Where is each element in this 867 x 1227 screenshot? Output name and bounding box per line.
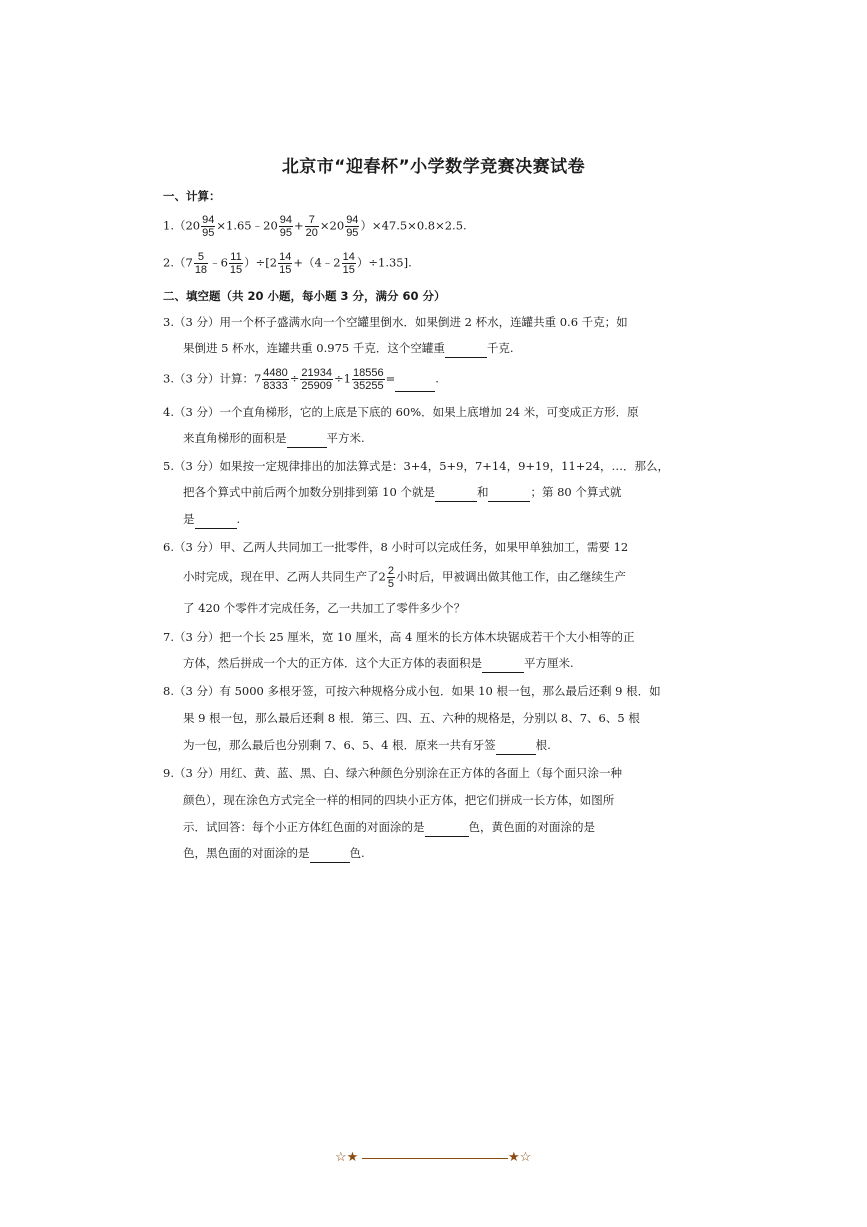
fraction: $\frac{4480}{8333}$ <box>263 367 288 392</box>
answer-blank[interactable] <box>496 741 536 755</box>
fraction: $\frac{94}{95}$ <box>202 214 215 239</box>
question-3a-line-2: 果倒进 5 杯水，连罐共重 0.975 千克．这个空罐重 千克. <box>183 338 653 358</box>
section-heading-fill-in: 二、填空题（共 20 小题，每小题 3 分，满分 60 分） <box>163 289 446 303</box>
question-9-line-1: 9.（3 分）用红、黄、蓝、黑、白、绿六种颜色分别涂在正方体的各面上（每个面只涂一种 <box>163 766 622 780</box>
fraction: $\frac{7}{20}$ <box>305 214 318 239</box>
answer-blank[interactable] <box>425 823 469 837</box>
answer-blank[interactable] <box>482 659 524 673</box>
question-1: 1.（20 $\frac{94}{95}$ ×1.65﹣20 $\frac{94}{95}$ + $\frac{7}{20}$ ×20 $\frac{94}{95}$ ）×47.5×0.8×2.5. <box>163 214 467 239</box>
question-5-line-3: 是 . <box>183 509 653 529</box>
question-4-line-1: 4.（3 分）一个直角梯形，它的上底是下底的 60%．如果上底增加 24 米，可变成正方形．原 <box>163 405 639 419</box>
question-5-line-1: 5.（3 分）如果按一定规律排出的加法算式是：3+4，5+9，7+14，9+19，11+24，…．那么， <box>163 459 670 473</box>
answer-blank[interactable] <box>435 488 477 502</box>
fraction: $\frac{11}{15}$ <box>229 251 243 276</box>
question-2: 2.（7 $\frac{5}{18}$ ﹣6 $\frac{11}{15}$ ）÷[2 $\frac{14}{15}$ +（4﹣2 $\frac{14}{15}$ ）÷1.35]. <box>163 251 412 276</box>
answer-blank[interactable] <box>445 344 487 358</box>
fraction: $\frac{14}{15}$ <box>342 251 355 276</box>
fraction: $\frac{94}{95}$ <box>346 214 359 239</box>
answer-blank[interactable] <box>310 849 350 863</box>
page-title: 北京市“迎春杯”小学数学竞赛决赛试卷 <box>281 157 586 177</box>
fraction: $\frac{94}{95}$ <box>279 214 293 239</box>
answer-blank[interactable] <box>287 434 327 448</box>
question-7-line-1: 7.（3 分）把一个长 25 厘米，宽 10 厘米，高 4 厘米的长方体木块锯成若干个大小相等的正 <box>163 630 635 644</box>
fraction: $\frac{2}{5}$ <box>387 565 394 590</box>
section-heading-calculation: 一、计算： <box>163 189 221 203</box>
question-6-line-3: 了 420 个零件才完成任务，乙一共加工了零件多少个？ <box>183 601 466 615</box>
fraction: $\frac{5}{18}$ <box>194 251 208 276</box>
question-8-line-2: 果 9 根一包，那么最后还剩 8 根．第三、四、五、六种的规格是，分别以 8、7、6、5 根 <box>183 711 640 725</box>
question-3b: 3.（3 分）计算：7 $\frac{4480}{8333}$ ÷ $\frac{21934}{25909}$ ÷1 $\frac{18556}{35255}$ = . <box>163 367 439 392</box>
footer-rule <box>362 1158 508 1159</box>
star-icon: ★☆ <box>508 1150 532 1165</box>
question-8-line-1: 8.（3 分）有 5000 多根牙签，可按六种规格分成小包．如果 10 根一包，那么最后还剩 9 根．如 <box>163 684 661 698</box>
question-5-line-2: 把各个算式中前后两个加数分别排到第 10 个就是 和 ；第 80 个算式就 <box>183 482 653 502</box>
question-8-line-3: 为一包，那么最后也分别剩 7、6、5、4 根．原来一共有牙签 根. <box>183 735 653 755</box>
question-6-line-2: 小时完成，现在甲、乙两人共同生产了2 $\frac{2}{5}$ 小时后，甲被调出做其他工作，由乙继续生产 <box>183 565 626 590</box>
answer-blank[interactable] <box>195 515 237 529</box>
fraction: $\frac{14}{15}$ <box>279 251 292 276</box>
question-6-line-1: 6.（3 分）甲、乙两人共同加工一批零件，8 小时可以完成任务，如果甲单独加工，需要 12 <box>163 540 629 554</box>
fraction: $\frac{18556}{35255}$ <box>352 367 384 392</box>
question-9-line-2: 颜色），现在涂色方式完全一样的相同的四块小正方体，把它们拼成一长方体，如图所 <box>183 793 615 807</box>
question-3a-line-1: 3.（3 分）用一个杯子盛满水向一个空罐里倒水．如果倒进 2 杯水，连罐共重 0.6 千克；如 <box>163 315 628 329</box>
answer-blank[interactable] <box>488 488 530 502</box>
question-9-line-3: 示．试回答：每个小正方体红色面的对面涂的是 色，黄色面的对面涂的是 <box>183 817 653 837</box>
answer-blank[interactable] <box>395 378 435 392</box>
star-icon: ☆★ <box>335 1150 359 1165</box>
fraction: $\frac{21934}{25909}$ <box>301 367 332 392</box>
footer-ornament <box>335 1151 535 1165</box>
question-7-line-2: 方体，然后拼成一个大的正方体．这个大正方体的表面积是 平方厘米. <box>183 653 653 673</box>
question-9-line-4: 色，黑色面的对面涂的是 色. <box>183 843 653 863</box>
question-4-line-2: 来直角梯形的面积是 平方米. <box>183 428 653 448</box>
